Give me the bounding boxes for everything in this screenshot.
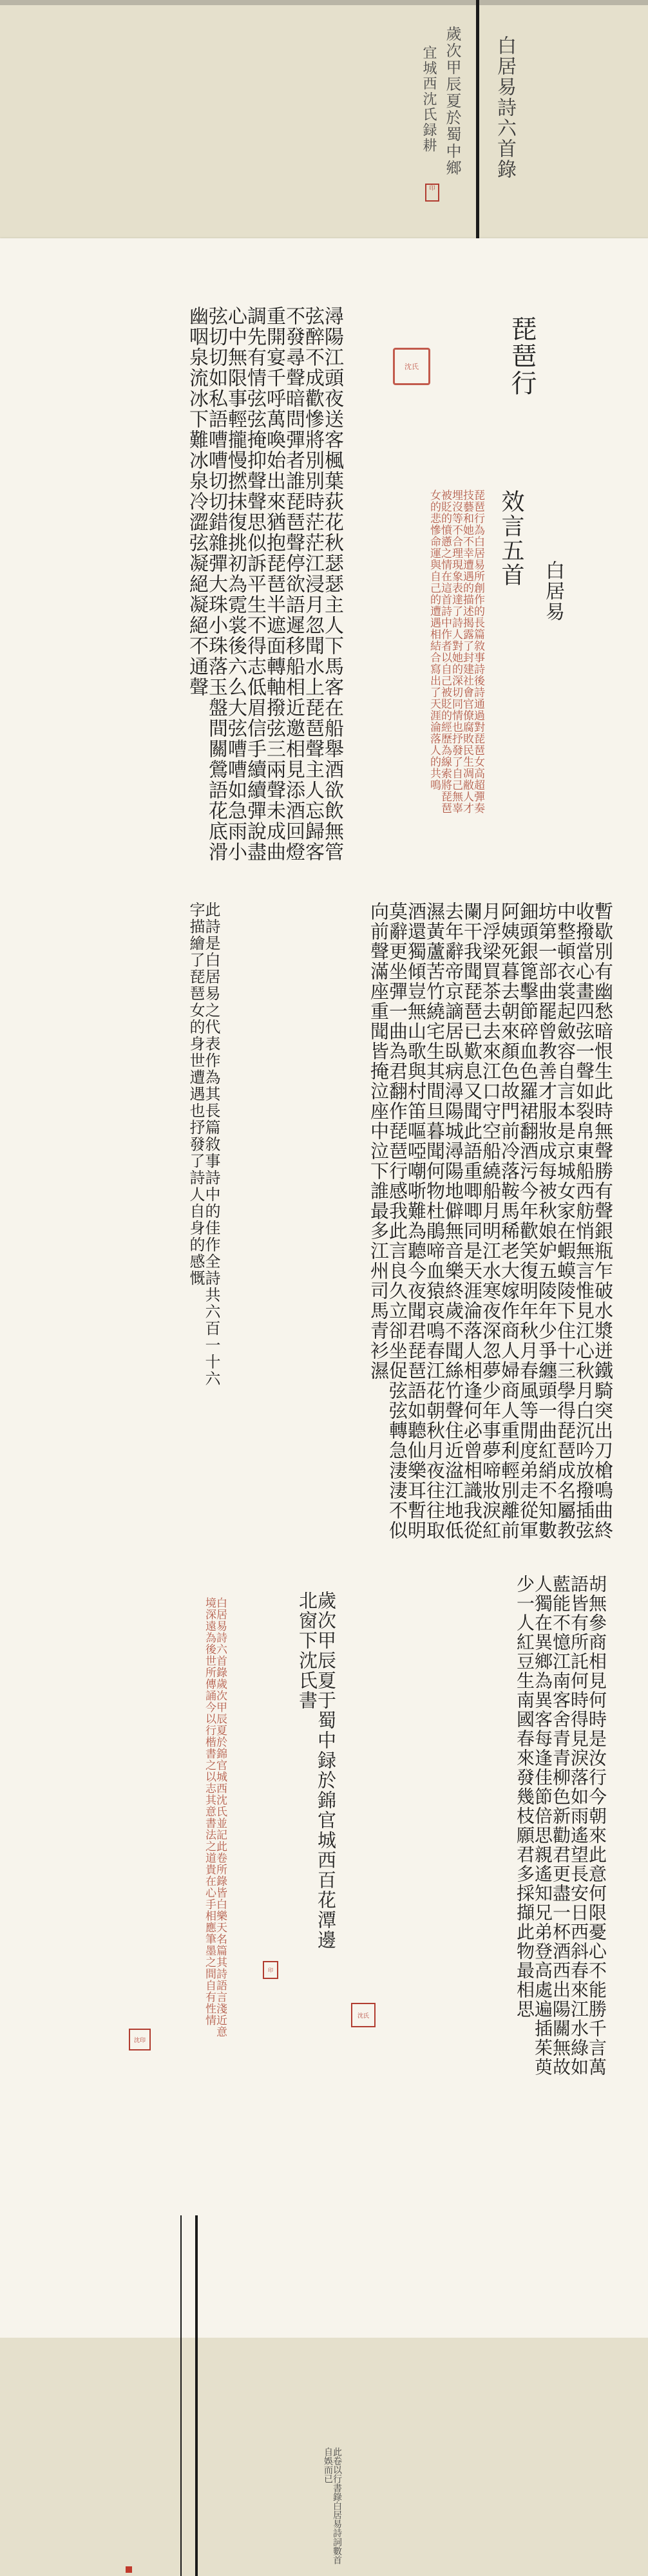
lower-notes: 此卷以行書錄白居易詩詞數首自娛而已 (323, 2447, 342, 2564)
poem-title: 琵琶行 (507, 316, 537, 397)
poem-body-section-1: 潯陽江頭夜送客楓葉荻花秋瑟瑟主人下馬客在船舉酒欲飲無管弦醉不成歡慘將別別時茫茫江浸月忽聞水上琵琶聲主人忘歸客不發尋聲暗問彈者誰琵琶聲停欲語遲移船相近邀相見添酒回燈重開宴千呼萬喚始出來猶抱琵琶半遮面轉軸撥弦三兩聲未成曲調先有情弦弦掩抑聲聲思似訴平生不得志低眉信手續續彈說盡心中無限事輕攏慢撚抹復挑初為霓裳後六么大弦嘈嘈如急雨小弦切切如私語嘈嘈切切錯雜彈大珠小珠落玉盤間關鶯語花底滑幽咽泉流冰下難冰泉冷澀弦凝絕凝絕不通聲 (186, 306, 343, 862)
red-seal-tiny: 印 (263, 1961, 278, 1979)
top-rod (0, 0, 648, 5)
red-seal-colophon: 沈氏 (351, 2003, 376, 2027)
red-seal-small: 沈印 (129, 2029, 151, 2050)
poem-form: 效言五首 (498, 489, 524, 587)
mount-strip-lower-thin (180, 2215, 182, 2576)
preface-text: 琵琶行為白居易所創作的長篇敘事詩後詩通過對琵琶女高超彈奏技藝和她不幸遭遇的描述揭露了封建社會官僚腐敗民生凋敝人才埋沒等不合理現象表達了詩人對她的深切同情也抒發了自己無辜被貶的憤懣之情在這首詩中作者以自己被貶的經歷為線索將琵琶女的悲慘命運與自己的遭遇相結合寫出了天涯淪落人的共鳴 (428, 489, 484, 814)
poem-author: 白居易 (542, 560, 564, 622)
poem-body-section-2: 暫歇別有幽愁暗恨生此時無聲勝有聲銀瓶乍破水漿迸鐵騎突出刀槍鳴曲終收撥當心畫四弦一聲如裂帛東船西舫悄無言惟見江心秋月白沉吟放撥插弦中整頓衣裳起斂容自言本是京城女家在蝦蟆陵下住十三學得琵琶成名屬教坊第一部曲罷曾教善才服妝成每被秋娘妒五陵年少爭纏頭一曲紅綃不知數鈿頭銀篦擊節碎血色羅裙翻酒污今年歡笑復明年秋月春風等閒度弟走從軍阿姨死暮去朝來顏色故門前冷落鞍馬稀老大嫁作商人婦商人重利輕別離前月浮梁買茶去去來江口守空船繞船月明江水寒夜深忽夢少年事夢啼妝淚紅闌干我聞琵琶已歎息又聞此語重唧唧同是天涯淪落人相逢何必曾相識我從去年辭帝京謫居臥病潯陽城潯陽地僻無音樂終歲不聞絲竹聲住近湓江地低濕黃蘆苦竹繞宅生其間旦暮聞何物杜鵑啼血猿哀鳴春江花朝秋月夜往往取酒還獨傾豈無山歌與村笛嘔啞嘲哳難為聽今夜聞君琵琶語如聽仙樂耳暫明莫辭更坐彈一曲為君翻作琵琶行感我此言良久立卻坐促弦弦轉急淒淒不似向前聲滿座重聞皆掩泣座中泣下誰最多江州司馬青衫濕 (368, 902, 614, 1540)
poem-body-section-4: 胡無參商相見何時是汝行今朝來此意何限憂心不能勝千言萬語皆有所託何時得見淚落如雨遙望長安日西斜春來江水綠如藍能不憶江南客舍青青柳色新勸君更盡一杯酒西出陽關無故人獨在異鄉為異客每逢佳節倍思親遙知兄弟登高處遍插茱萸少一人紅豆生南國春來發幾枝願君多採擷此物最相思 (514, 1575, 607, 2077)
mount-strip-lower (195, 2215, 198, 2576)
poem-body-section-3: 此詩是白居易之代表作為其長篇敘事詩中的佳作全詩共六百一十六字描繪了琵琶女的身世遭遇也抒發了詩人自身的感慨 (187, 902, 220, 1387)
red-mark (126, 2566, 132, 2573)
upper-mount-panel (0, 0, 648, 238)
red-seal-main: 沈氏 (393, 348, 430, 385)
mount-strip (476, 0, 479, 246)
scroll-title: 白居易詩六首錄 (493, 35, 516, 180)
scroll-subtitle-1: 歲次甲辰夏於蜀中鄉 (443, 26, 461, 176)
scroll-subtitle-2: 宜城西沈氏録耕 (421, 45, 437, 153)
red-seal-upper: 印 (425, 184, 439, 202)
annotation-notes: 白居易詩六首錄歲次甲辰夏於錦官城西沈氏並記此卷所錄皆白樂天名篇其詩語言淺近意境深遠為後世所傳誦今以行楷書之以志其意書法之道貴在心手相應筆墨之間自有性情 (203, 1597, 227, 2038)
colophon: 歲次甲辰夏于蜀中録於錦官城西百花潭邊北窗下沈氏書 (296, 1591, 337, 1950)
